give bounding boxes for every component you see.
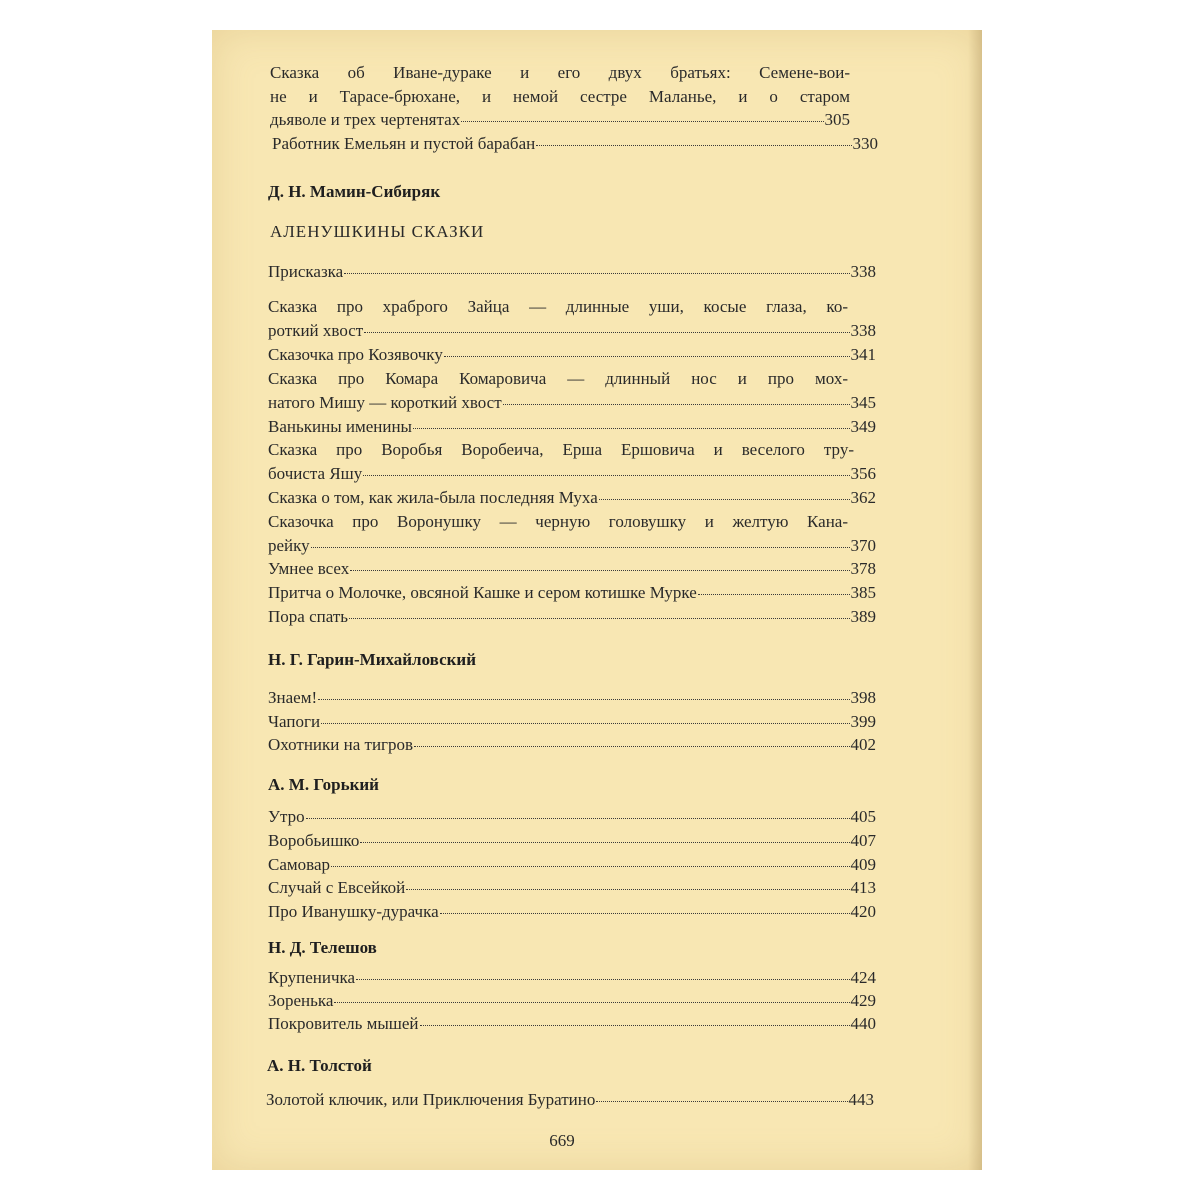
author-heading: Д. Н. Мамин-Сибиряк [268, 182, 441, 201]
entry-title: дьяволе и трех чертенятах [270, 110, 461, 129]
page-number: 429 [850, 991, 876, 1010]
author-heading: А. Н. Толстой [267, 1056, 372, 1075]
toc-entry [268, 415, 876, 439]
dot-leader [344, 269, 849, 274]
page-number: 349 [850, 417, 876, 436]
entry-line: Сказка про Воробья Воробеича, Ерша Ершовича и веселого тру- [268, 440, 854, 459]
page-number: 385 [850, 583, 876, 602]
author-heading: Н. Д. Телешов [268, 938, 377, 957]
entry-title: Золотой ключик, или Приключения Буратино [266, 1090, 596, 1109]
entry-title: Чапоги [268, 712, 321, 731]
toc-entry [268, 438, 876, 485]
page-number: 330 [852, 134, 878, 153]
page-number: 407 [850, 831, 876, 850]
author-heading: Н. Г. Гарин-Михайловский [268, 650, 476, 669]
dot-leader [360, 838, 849, 843]
toc-entry [268, 805, 876, 829]
dot-leader [503, 400, 850, 405]
toc-entry [268, 557, 876, 581]
toc-entry [268, 966, 876, 990]
dot-leader [318, 695, 849, 700]
page-number: 409 [850, 855, 876, 874]
toc-entry [272, 132, 878, 156]
toc-entry [268, 853, 876, 877]
page-number: 338 [850, 262, 876, 281]
dot-leader [350, 566, 849, 571]
dot-leader [331, 862, 850, 867]
page-number: 413 [850, 878, 876, 897]
toc-entry [268, 260, 876, 284]
toc-entry [268, 989, 876, 1013]
entry-title: Зоренька [268, 991, 334, 1010]
toc-entry [268, 295, 876, 342]
page-number: 405 [850, 807, 876, 826]
entry-title: рейку [268, 535, 310, 555]
page-number: 389 [850, 607, 876, 626]
entry-line: Сказочка про Воронушку — черную головушку и желтую Кана- [268, 512, 848, 531]
dot-leader [321, 719, 849, 724]
entry-title: Умнее всех [268, 559, 350, 578]
dot-leader [536, 141, 851, 146]
toc-entry [268, 876, 876, 900]
entry-line: Сказка об Иване-дураке и его двух братьях: Семене-вои- [270, 63, 850, 82]
entry-line: Сказка про храброго Зайца — длинные уши, косые глаза, ко- [268, 297, 848, 316]
page-number: 370 [850, 535, 876, 555]
page-number: 420 [850, 902, 876, 921]
entry-title: Крупеничка [268, 968, 356, 987]
page-number: 402 [850, 735, 876, 754]
toc-entry [268, 686, 876, 710]
toc-entry [268, 367, 876, 414]
toc-entry [268, 510, 876, 557]
toc-entry [268, 733, 876, 757]
dot-leader [306, 814, 850, 819]
dot-leader [440, 909, 850, 914]
entry-title: Покровитель мышей [268, 1014, 419, 1033]
dot-leader [444, 352, 850, 357]
entry-title: натого Мишу — короткий хвост [268, 392, 502, 412]
entry-line: не и Тарасе-брюхане, и немой сестре Маланье, и о старом [270, 86, 850, 106]
dot-leader [698, 590, 850, 595]
entry-title: Сказочка про Козявочку [268, 345, 443, 364]
toc-entry [268, 343, 876, 367]
toc-entry [268, 486, 876, 510]
entry-title: Присказка [268, 262, 344, 281]
entry-title: Знаем! [268, 688, 318, 707]
entry-title: Случай с Евсейкой [268, 878, 406, 897]
entry-title: бочиста Яшу [268, 463, 363, 483]
entry-title: Притча о Молочке, овсяной Кашке и сером котишке Мурке [268, 583, 697, 602]
dot-leader [334, 998, 849, 1003]
entry-title: Сказка о том, как жила-была последняя Муха [268, 488, 598, 507]
page-number: 305 [824, 110, 850, 129]
toc-entry [268, 900, 876, 924]
page-number: 398 [850, 688, 876, 707]
dot-leader [356, 975, 849, 980]
entry-title: Воробьишко [268, 831, 360, 850]
toc-entry [268, 1012, 876, 1036]
toc-entry [268, 829, 876, 853]
toc-entry [268, 605, 876, 629]
page-number: 338 [850, 320, 876, 340]
collection-title: АЛЕНУШКИНЫ СКАЗКИ [270, 222, 485, 241]
dot-leader [461, 117, 823, 122]
entry-line: Сказка про Комара Комаровича — длинный нос и про мох- [268, 369, 848, 388]
dot-leader [599, 495, 850, 500]
page-number: 424 [850, 968, 876, 987]
page-number: 443 [848, 1090, 874, 1109]
dot-leader [311, 543, 850, 548]
entry-title: Про Иванушку-дурачка [268, 902, 439, 921]
dot-leader [364, 328, 849, 333]
page-number: 345 [850, 392, 876, 412]
dot-leader [406, 885, 849, 890]
entry-title: Охотники на тигров [268, 735, 414, 754]
entry-title: роткий хвост [268, 320, 364, 340]
page-number: 362 [850, 488, 876, 507]
page-number: 356 [850, 463, 876, 483]
toc-entry [266, 1088, 874, 1112]
page-number: 440 [850, 1014, 876, 1033]
dot-leader [414, 742, 849, 747]
toc-entry [270, 61, 850, 132]
entry-title: Работник Емельян и пустой барабан [272, 134, 536, 153]
dot-leader [596, 1097, 847, 1102]
page-number: 341 [850, 345, 876, 364]
dot-leader [349, 614, 849, 619]
entry-title: Утро [268, 807, 305, 826]
toc-entry [268, 581, 876, 605]
dot-leader [420, 1021, 850, 1026]
entry-title: Самовар [268, 855, 330, 874]
author-heading: А. М. Горький [268, 775, 379, 794]
page-folio-number: 669 [549, 1131, 575, 1150]
page-number: 399 [850, 712, 876, 731]
entry-title: Пора спать [268, 607, 349, 626]
toc-entry [268, 710, 876, 734]
dot-leader [363, 471, 849, 476]
entry-title: Ванькины именины [268, 417, 412, 436]
page-number: 378 [850, 559, 876, 578]
dot-leader [413, 424, 850, 429]
